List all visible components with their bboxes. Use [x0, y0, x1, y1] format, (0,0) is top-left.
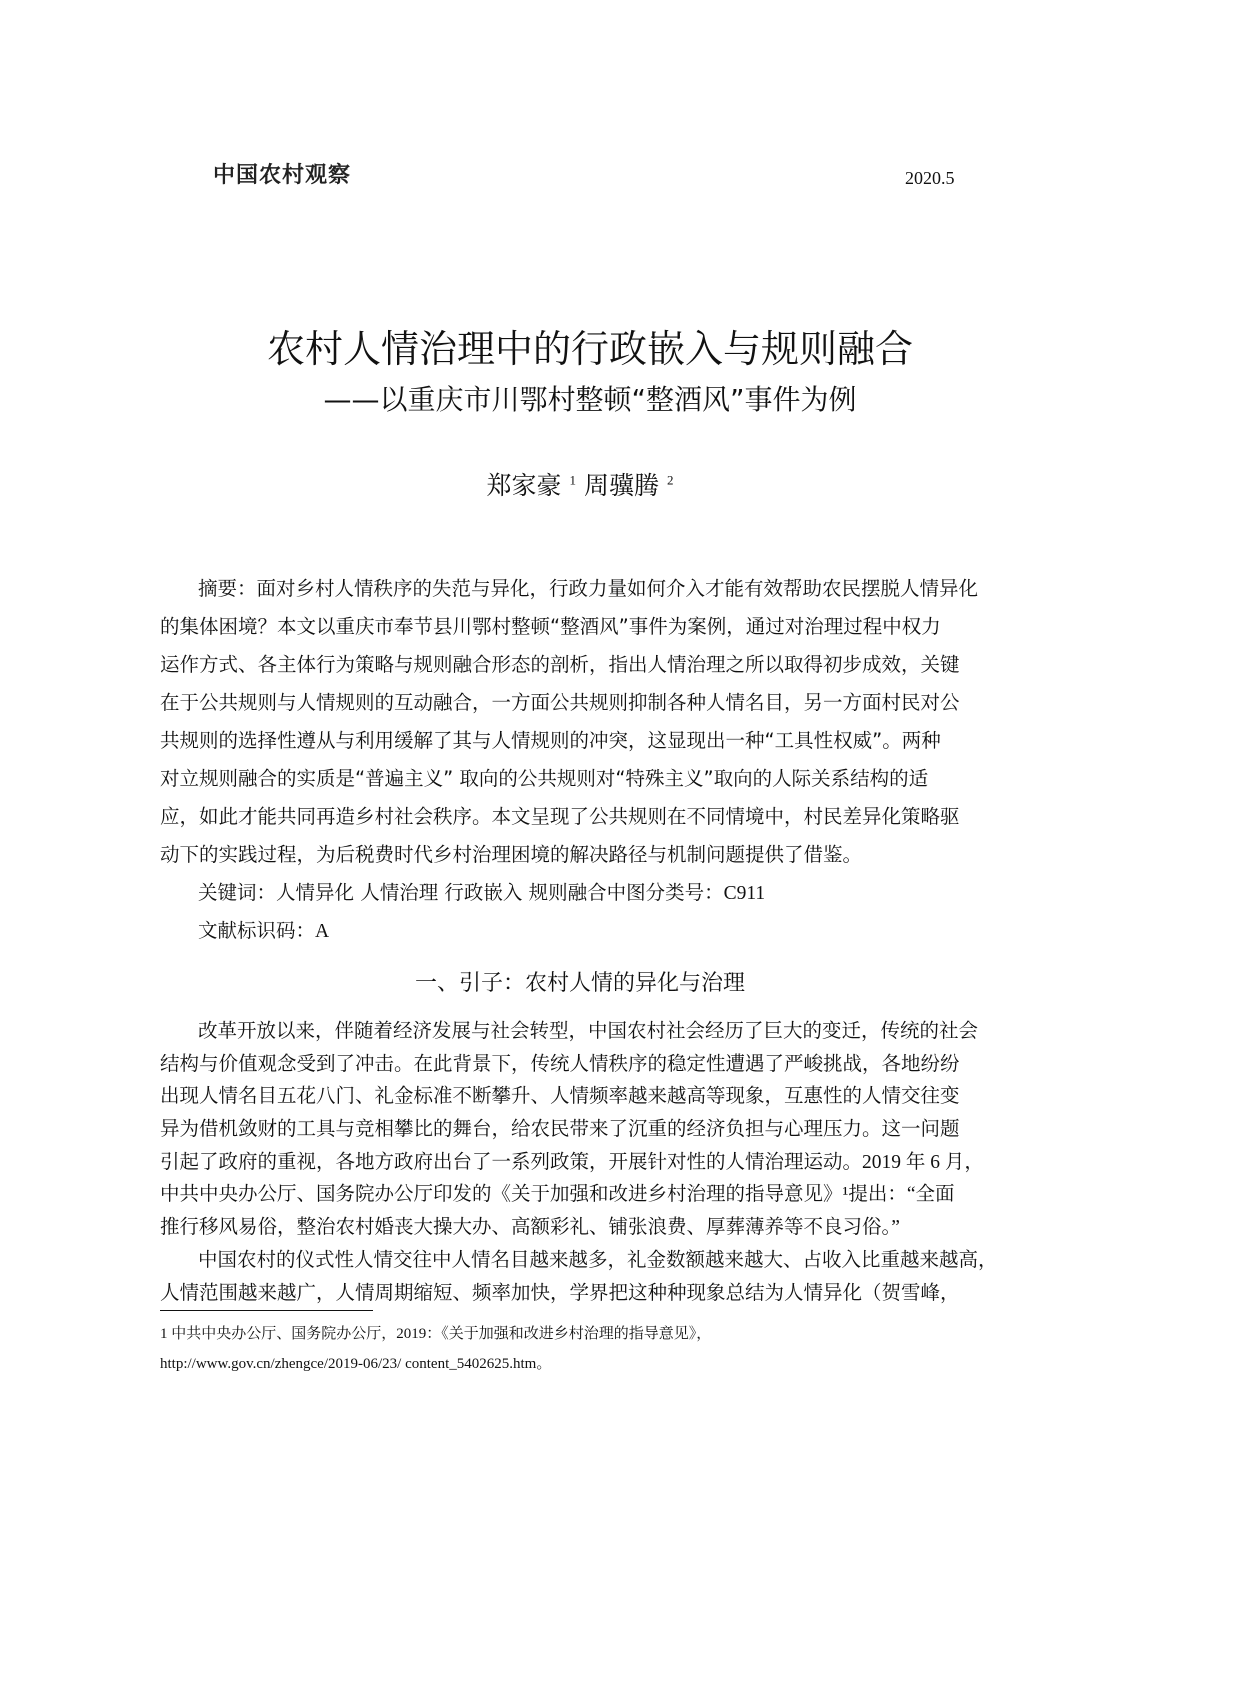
- document-code-label: 文献标识码：: [198, 919, 316, 942]
- paper-title: 农村人情治理中的行政嵌入与规则融合: [266, 327, 913, 371]
- abstract-line: 应，如此才能共同再造乡村社会秩序。本文呈现了公共规则在不同情境中，村民差异化策略驱: [160, 805, 960, 828]
- body-line: 结构与价值观念受到了冲击。在此背景下，传统人情秩序的稳定性遭遇了严峻挑战，各地纷纷: [160, 1053, 960, 1075]
- abstract-line: 动下的实践过程，为后税费时代乡村治理困境的解决路径与机制问题提供了借鉴。: [160, 843, 863, 866]
- author-affiliation: 2: [666, 472, 674, 488]
- abstract-line: 摘要：面对乡村人情秩序的失范与异化，行政力量如何介入才能有效帮助农民摆脱人情异化: [198, 577, 979, 600]
- body-line: 中国农村的仪式性人情交往中人情名目越来越多，礼金数额越来越大、占收入比重越来越高，: [198, 1249, 998, 1271]
- document-code: [160, 912, 1010, 950]
- abstract: [160, 570, 1010, 950]
- classification-code: C911: [723, 883, 766, 904]
- abstract-line: 的集体困境？本文以重庆市奉节县川鄂村整顿“整酒风”事件为案例，通过对治理过程中权力: [160, 615, 941, 638]
- footnote-url[interactable]: http://www.gov.cn/zhengce/2019-06/23/ content_5402625.htm。: [160, 1356, 552, 1372]
- abstract-line: 共规则的选择性遵从与利用缓解了其与人情规则的冲突，这显现出一种“工具性权威”。两种: [160, 729, 941, 752]
- issue-date: 2020.5: [905, 168, 955, 188]
- body-line: 异为借机敛财的工具与竞相攀比的舞台，给农民带来了沉重的经济负担与心理压力。这一问题: [160, 1119, 960, 1141]
- keywords-label: 关键词：人情异化 人情治理 行政嵌入 规则融合中图分类号：: [198, 881, 724, 904]
- body-line: 改革开放以来，伴随着经济发展与社会转型，中国农村社会经历了巨大的变迁，传统的社会: [198, 1021, 979, 1042]
- author-name: 郑家豪: [486, 471, 562, 500]
- body-line: 人情范围越来越广，人情周期缩短、频率加快，学界把这种种现象总结为人情异化（贺雪峰，: [160, 1282, 960, 1304]
- body-line: 出现人情名目五花八门、礼金标准不断攀升、人情频率越来越高等现象，互惠性的人情交往变: [160, 1086, 960, 1108]
- body-text: [160, 1016, 1010, 1310]
- document-code-value: A: [315, 921, 330, 942]
- section-heading: 一、引子：农村人情的异化与治理: [414, 971, 745, 996]
- abstract-line: 对立规则融合的实质是“普遍主义” 取向的公共规则对“特殊主义”取向的人际关系结构的适: [160, 767, 929, 790]
- footnote: 1 中共中央办公厅、国务院办公厅，2019：《关于加强和改进乡村治理的指导意见》，: [160, 1326, 712, 1342]
- author-name: 周骥腾: [583, 471, 659, 500]
- body-line: 引起了政府的重视，各地方政府出台了一系列政策，开展针对性的人情治理运动。2019 年 6 月，: [160, 1151, 984, 1173]
- authors: [0, 466, 1160, 502]
- body-line: 中共中央办公厅、国务院办公厅印发的《关于加强和改进乡村治理的指导意见》¹提出：“全面: [160, 1184, 955, 1206]
- journal-logo: 中国农村观察: [213, 163, 352, 188]
- keywords: [160, 874, 1010, 912]
- footnote-divider: [160, 1310, 373, 1311]
- body-line: 推行移风易俗，整治农村婚丧大操大办、高额彩礼、铺张浪费、厚葬薄养等不良习俗。”: [160, 1217, 900, 1239]
- paper-subtitle: ——以重庆市川鄂村整顿“整酒风”事件为例: [323, 383, 857, 416]
- author-affiliation: 1: [569, 472, 577, 488]
- abstract-line: 在于公共规则与人情规则的互动融合，一方面公共规则抑制各种人情名目，另一方面村民对公: [160, 691, 960, 714]
- abstract-line: 运作方式、各主体行为策略与规则融合形态的剖析，指出人情治理之所以取得初步成效，关键: [160, 653, 960, 676]
